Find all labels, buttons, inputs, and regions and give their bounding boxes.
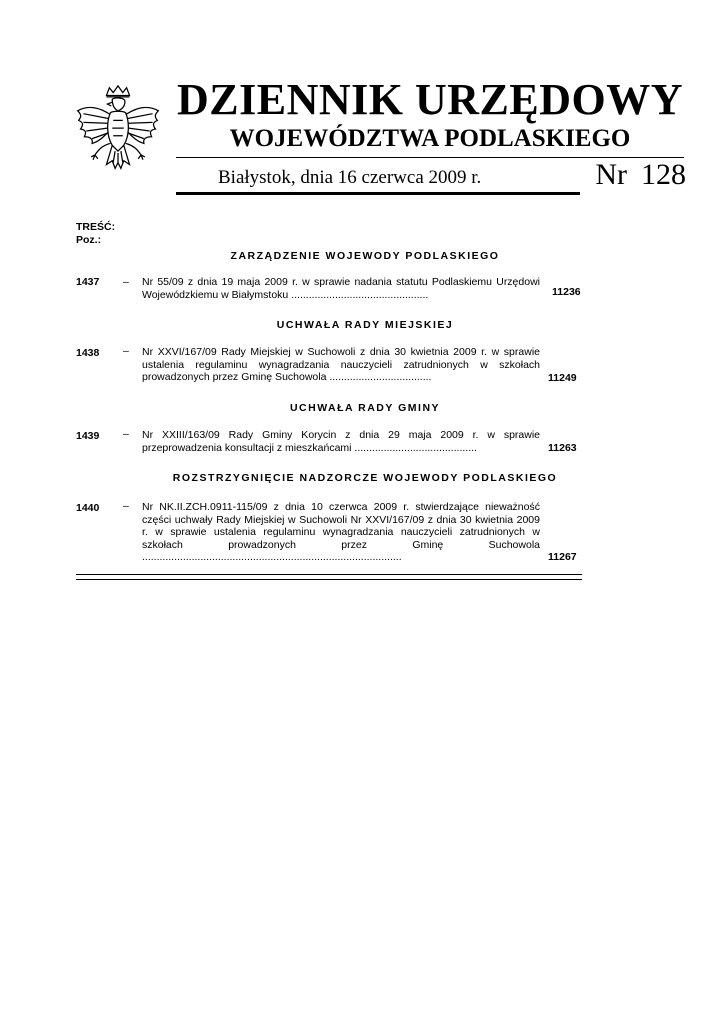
toc-position-label: Poz.: (76, 234, 102, 246)
divider (176, 192, 580, 195)
toc-entry-dash: – (123, 428, 129, 440)
toc-entry-number: 1439 (76, 430, 100, 442)
toc-entry-dash: – (123, 345, 129, 357)
issue-prefix: Nr (595, 158, 627, 191)
toc-entry-dash: – (123, 500, 129, 512)
polish-eagle-emblem-icon (70, 82, 166, 178)
toc-entry-text: Nr NK.II.ZCH.0911-115/09 z dnia 10 czerwca 2009 r. stwierdzające nieważność części uchwały Rady Miejskiej w Suchowoli Nr XXVI/167/09 z dnia 30 kwietnia 2009 r. w sprawie ustalenia regulaminu wynagradzania nauczycieli zatrudnionych w szkołach prowadzonych przez Gminę Suchowola ......................................................................................... (142, 501, 540, 563)
toc-entry-number: 1437 (76, 276, 100, 288)
toc-entry-dash: – (123, 276, 129, 288)
toc-entry-page: 11263 (548, 442, 577, 454)
divider (76, 579, 582, 580)
toc-label: TREŚĆ: (76, 221, 116, 233)
divider (76, 574, 582, 575)
issue-number (595, 158, 686, 192)
toc-entry-page: 11236 (552, 286, 581, 298)
toc-entry-text: Nr XXIII/163/09 Rady Gminy Korycin z dnia 29 maja 2009 r. w sprawie przeprowadzenia konsultacji z mieszkańcami .......................................... (142, 429, 540, 454)
toc-section-heading: ROZSTRZYGNIĘCIE NADZORCZE WOJEWODY PODLASKIEGO (172, 472, 558, 484)
toc-entry-page: 11249 (548, 372, 577, 384)
toc-entry-number: 1440 (76, 502, 100, 514)
publication-place-date: Białystok, dnia 16 czerwca 2009 r. (218, 167, 482, 188)
issue-value: 128 (641, 158, 686, 191)
toc-entry-page: 11267 (548, 551, 577, 563)
toc-section-heading: UCHWAŁA RADY MIEJSKIEJ (276, 319, 454, 331)
toc-entry-text: Nr 55/09 z dnia 19 maja 2009 r. w sprawie nadania statutu Podlaskiemu Urzędowi Wojewódzkiemu w Białymstoku ............................................... (142, 276, 540, 301)
toc-entry-number: 1438 (76, 347, 100, 359)
toc-section-heading: UCHWAŁA RADY GMINY (289, 402, 441, 414)
page-title: DZIENNIK URZĘDOWY (176, 75, 683, 124)
page-subtitle: WOJEWÓDZTWA PODLASKIEGO (229, 125, 631, 152)
toc-entry-text: Nr XXVI/167/09 Rady Miejskiej w Suchowoli z dnia 30 kwietnia 2009 r. w sprawie ustalenia regulaminu wynagradzania nauczycieli zatrudnionych w szkołach prowadzonych przez Gminę Suchowola ................................... (142, 346, 540, 383)
toc-section-heading: ZARZĄDZENIE WOJEWODY PODLASKIEGO (230, 250, 500, 262)
